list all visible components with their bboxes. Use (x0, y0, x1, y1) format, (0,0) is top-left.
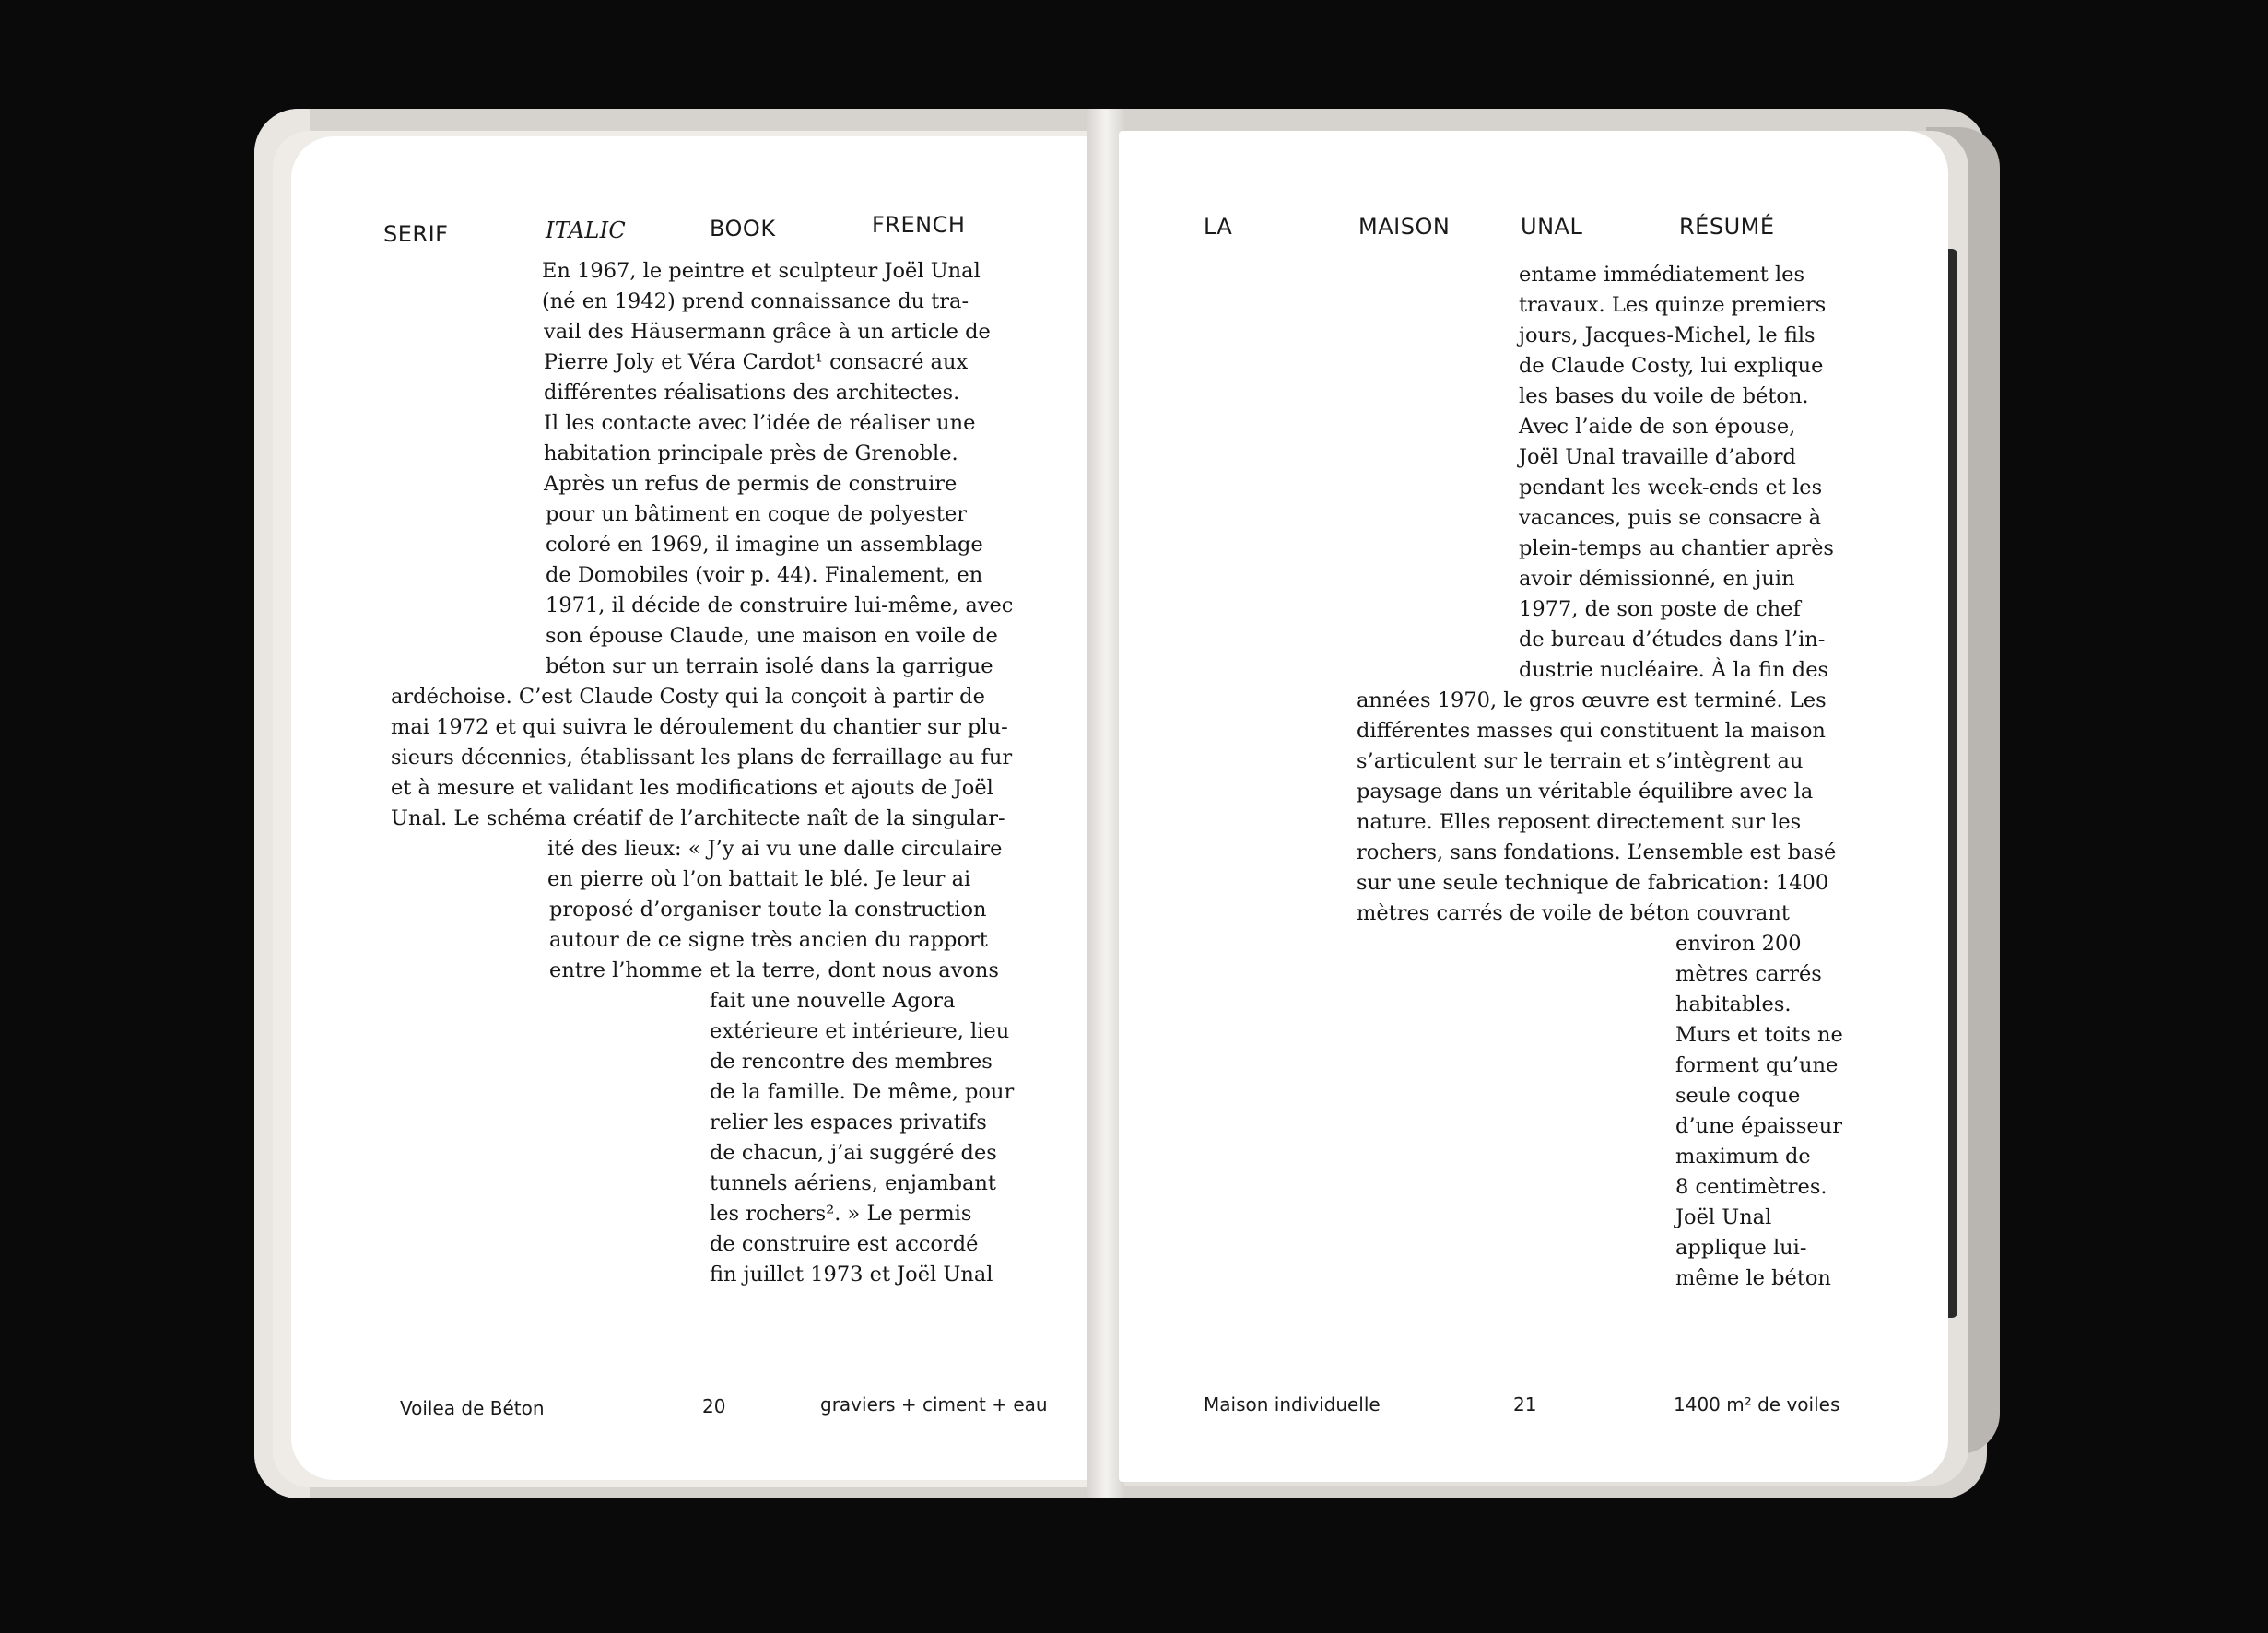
text-line: Unal. Le schéma créatif de l’architecte naît de la singular- (391, 806, 1005, 830)
left-footer-title: Voilea de Béton (400, 1397, 545, 1419)
text-line: années 1970, le gros œuvre est terminé. Les (1357, 688, 1827, 712)
text-line: vacances, puis se consacre à (1519, 506, 1822, 530)
text-line: autour de ce signe très ancien du rapport (549, 928, 988, 952)
text-line: fait une nouvelle Agora (710, 989, 956, 1013)
text-line: en pierre où l’on battait le blé. Je leur ai (547, 867, 971, 891)
text-line: maximum de (1675, 1145, 1811, 1169)
text-line: différentes réalisations des architectes. (544, 381, 960, 405)
text-line: extérieure et intérieure, lieu (710, 1019, 1010, 1043)
right-page (1119, 131, 1948, 1482)
text-line: Joël Unal (1675, 1205, 1772, 1229)
text-line: et à mesure et validant les modifications et ajouts de Joël (391, 776, 993, 800)
text-line: d’une épaisseur (1675, 1114, 1842, 1138)
text-line: ardéchoise. C’est Claude Costy qui la conçoit à partir de (391, 685, 985, 709)
text-line: fin juillet 1973 et Joël Unal (710, 1263, 993, 1286)
text-line: mai 1972 et qui suivra le déroulement du chantier sur plu- (391, 715, 1008, 739)
text-line: Après un refus de permis de construire (544, 472, 958, 496)
text-line: de la famille. De même, pour (710, 1080, 1015, 1104)
left-body-text (291, 256, 1113, 1290)
right-header-unal: UNAL (1521, 214, 1583, 240)
left-header-book: BOOK (710, 216, 776, 241)
text-line: plein-temps au chantier après (1519, 536, 1834, 560)
text-line: 8 centimètres. (1675, 1175, 1827, 1199)
text-line: pour un bâtiment en coque de polyester (546, 502, 968, 526)
text-line: différentes masses qui constituent la maison (1357, 719, 1826, 743)
text-line: de chacun, j’ai suggéré des (710, 1141, 997, 1165)
text-line: ité des lieux: « J’y ai vu une dalle circulaire (547, 837, 1003, 861)
text-line: (né en 1942) prend connaissance du tra- (542, 289, 969, 313)
text-line: avoir démissionné, en juin (1519, 567, 1795, 591)
text-line: entame immédiatement les (1519, 263, 1805, 287)
right-page-number: 21 (1513, 1393, 1537, 1416)
text-line: même le béton (1675, 1266, 1831, 1290)
text-line: relier les espaces privatifs (710, 1110, 987, 1134)
right-body-text (1119, 260, 1948, 1294)
text-line: jours, Jacques-Michel, le fils (1519, 323, 1816, 347)
text-line: applique lui- (1675, 1236, 1807, 1260)
text-line: 1971, il décide de construire lui-même, avec (546, 593, 1014, 617)
text-line: Joël Unal travaille d’abord (1519, 445, 1796, 469)
text-line: de construire est accordé (710, 1232, 979, 1256)
left-header-serif: SERIF (383, 221, 449, 247)
text-line: pendant les week-ends et les (1519, 476, 1823, 499)
text-line: vail des Häusermann grâce à un article de (544, 320, 991, 344)
text-line: mètres carrés de voile de béton couvrant (1357, 901, 1790, 925)
text-line: les bases du voile de béton. (1519, 384, 1809, 408)
text-line: son épouse Claude, une maison en voile de (546, 624, 998, 648)
text-line: sur une seule technique de fabrication: 1400 (1357, 871, 1829, 895)
text-line: environ 200 (1675, 932, 1802, 956)
text-line: de Claude Costy, lui explique (1519, 354, 1824, 378)
text-line: mètres carrés (1675, 962, 1822, 986)
right-header-la: LA (1204, 214, 1233, 240)
text-line: entre l’homme et la terre, dont nous avons (549, 958, 999, 982)
text-line: rochers, sans fondations. L’ensemble est basé (1357, 840, 1837, 864)
right-footer-title: Maison individuelle (1204, 1393, 1381, 1416)
left-footer-formula: graviers + ciment + eau (820, 1393, 1048, 1416)
left-header-french: FRENCH (872, 212, 966, 238)
right-footer-area: 1400 m² de voiles (1674, 1393, 1840, 1416)
left-page-number: 20 (702, 1395, 726, 1417)
text-line: béton sur un terrain isolé dans la garrigue (546, 654, 993, 678)
text-line: de Domobiles (voir p. 44). Finalement, en (546, 563, 983, 587)
right-header-maison: MAISON (1358, 214, 1451, 240)
text-line: de bureau d’études dans l’in- (1519, 628, 1826, 652)
text-line: proposé d’organiser toute la construction (549, 898, 987, 922)
text-line: tunnels aériens, enjambant (710, 1171, 996, 1195)
text-line: paysage dans un véritable équilibre avec la (1357, 780, 1814, 804)
text-line: 1977, de son poste de chef (1519, 597, 1801, 621)
text-line: dustrie nucléaire. À la fin des (1519, 658, 1829, 682)
text-line: de rencontre des membres (710, 1050, 993, 1074)
left-header-italic: ITALIC (546, 217, 627, 243)
text-line: forment qu’une (1675, 1053, 1839, 1077)
text-line: habitables. (1675, 993, 1792, 1016)
text-line: les rochers². » Le permis (710, 1202, 972, 1226)
text-line: Avec l’aide de son épouse, (1519, 415, 1796, 439)
text-line: nature. Elles reposent directement sur les (1357, 810, 1802, 834)
text-line: sieurs décennies, établissant les plans de ferraillage au fur (391, 746, 1013, 770)
text-line: s’articulent sur le terrain et s’intègrent au (1357, 749, 1804, 773)
text-line: Murs et toits ne (1675, 1023, 1843, 1047)
left-page (291, 136, 1113, 1480)
text-line: Il les contacte avec l’idée de réaliser une (544, 411, 976, 435)
right-header-resume: RÉSUMÉ (1679, 214, 1775, 240)
text-line: habitation principale près de Grenoble. (544, 441, 958, 465)
text-line: Pierre Joly et Véra Cardot¹ consacré aux (544, 350, 969, 374)
text-line: travaux. Les quinze premiers (1519, 293, 1827, 317)
text-line: En 1967, le peintre et sculpteur Joël Unal (542, 259, 981, 283)
text-line: seule coque (1675, 1084, 1801, 1108)
text-line: coloré en 1969, il imagine un assemblage (546, 533, 983, 557)
